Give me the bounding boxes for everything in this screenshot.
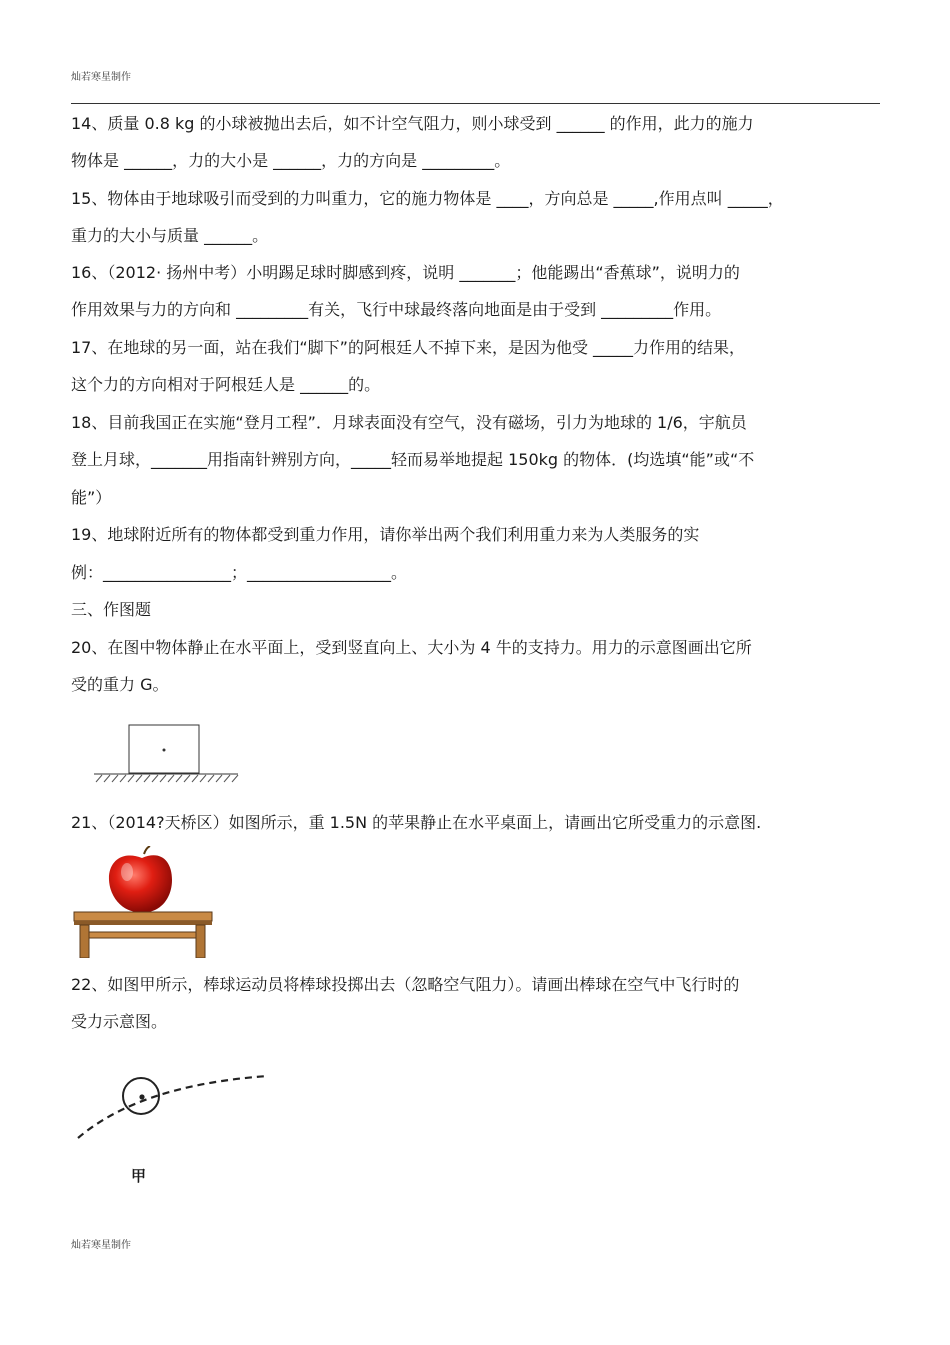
header-rule: [71, 103, 880, 104]
q16-line-1: 16、（2012· 扬州中考）小明踢足球时脚感到疼，说明 _______；他能踢出“香蕉球”，说明力的: [71, 263, 740, 282]
q18-line-1: 18、目前我国正在实施“登月工程”．月球表面没有空气，没有磁场，引力为地球的 1/6，宇航员: [71, 413, 747, 432]
q19-line-2: 例：________________；__________________。: [71, 563, 408, 582]
q21-apple-figure: [72, 846, 214, 958]
q20-line-1: 20、在图中物体静止在水平面上，受到竖直向上、大小为 4 牛的支持力。用力的示意图画出它所: [71, 638, 752, 657]
page-footer: 灿若寒星制作: [71, 1240, 131, 1251]
q14-line-1: 14、质量 0.8 kg 的小球被抛出去后，如不计空气阻力，则小球受到 ______ 的作用，此力的施力: [71, 114, 754, 133]
q14-line-2: 物体是 ______，力的大小是 ______，力的方向是 _________。: [71, 151, 511, 170]
q19-line-1: 19、地球附近所有的物体都受到重力作用，请你举出两个我们利用重力来为人类服务的实: [71, 525, 700, 544]
q22-line-2: 受力示意图。: [71, 1012, 168, 1031]
q17-line-1: 17、在地球的另一面，站在我们“脚下”的阿根廷人不掉下来，是因为他受 _____力作用的结果，: [71, 338, 746, 357]
q21-line: 21、（2014?天桥区）如图所示，重 1.5N 的苹果静止在水平桌面上，请画出它所受重力的示意图.: [71, 813, 762, 832]
q15-line-1: 15、物体由于地球吸引而受到的力叫重力，它的施力物体是 ____，方向总是 _____,作用点叫 _____，: [71, 189, 784, 208]
section-heading: 三、作图题: [71, 600, 152, 619]
q18-line-2: 登上月球，_______用指南针辨别方向，_____轻而易举地提起 150kg 的物体．(均选填“能”或“不: [71, 450, 755, 469]
q16-line-2: 作用效果与力的方向和 _________有关，飞行中球最终落向地面是由于受到 _________作用。: [71, 300, 722, 319]
q15-line-2: 重力的大小与质量 ______。: [71, 226, 269, 245]
q20-line-2: 受的重力 G。: [71, 675, 169, 694]
q18-line-3: 能”）: [71, 488, 112, 507]
q17-line-2: 这个力的方向相对于阿根廷人是 ______的。: [71, 375, 381, 394]
q22-line-1: 22、如图甲所示，棒球运动员将棒球投掷出去（忽略空气阻力）。请画出棒球在空气中飞行时的: [71, 975, 740, 994]
page-header: 灿若寒星制作: [71, 72, 131, 83]
q20-block-figure: [92, 720, 242, 790]
figure-caption: 甲: [131, 1167, 147, 1185]
q22-baseball-figure: [70, 1060, 280, 1200]
